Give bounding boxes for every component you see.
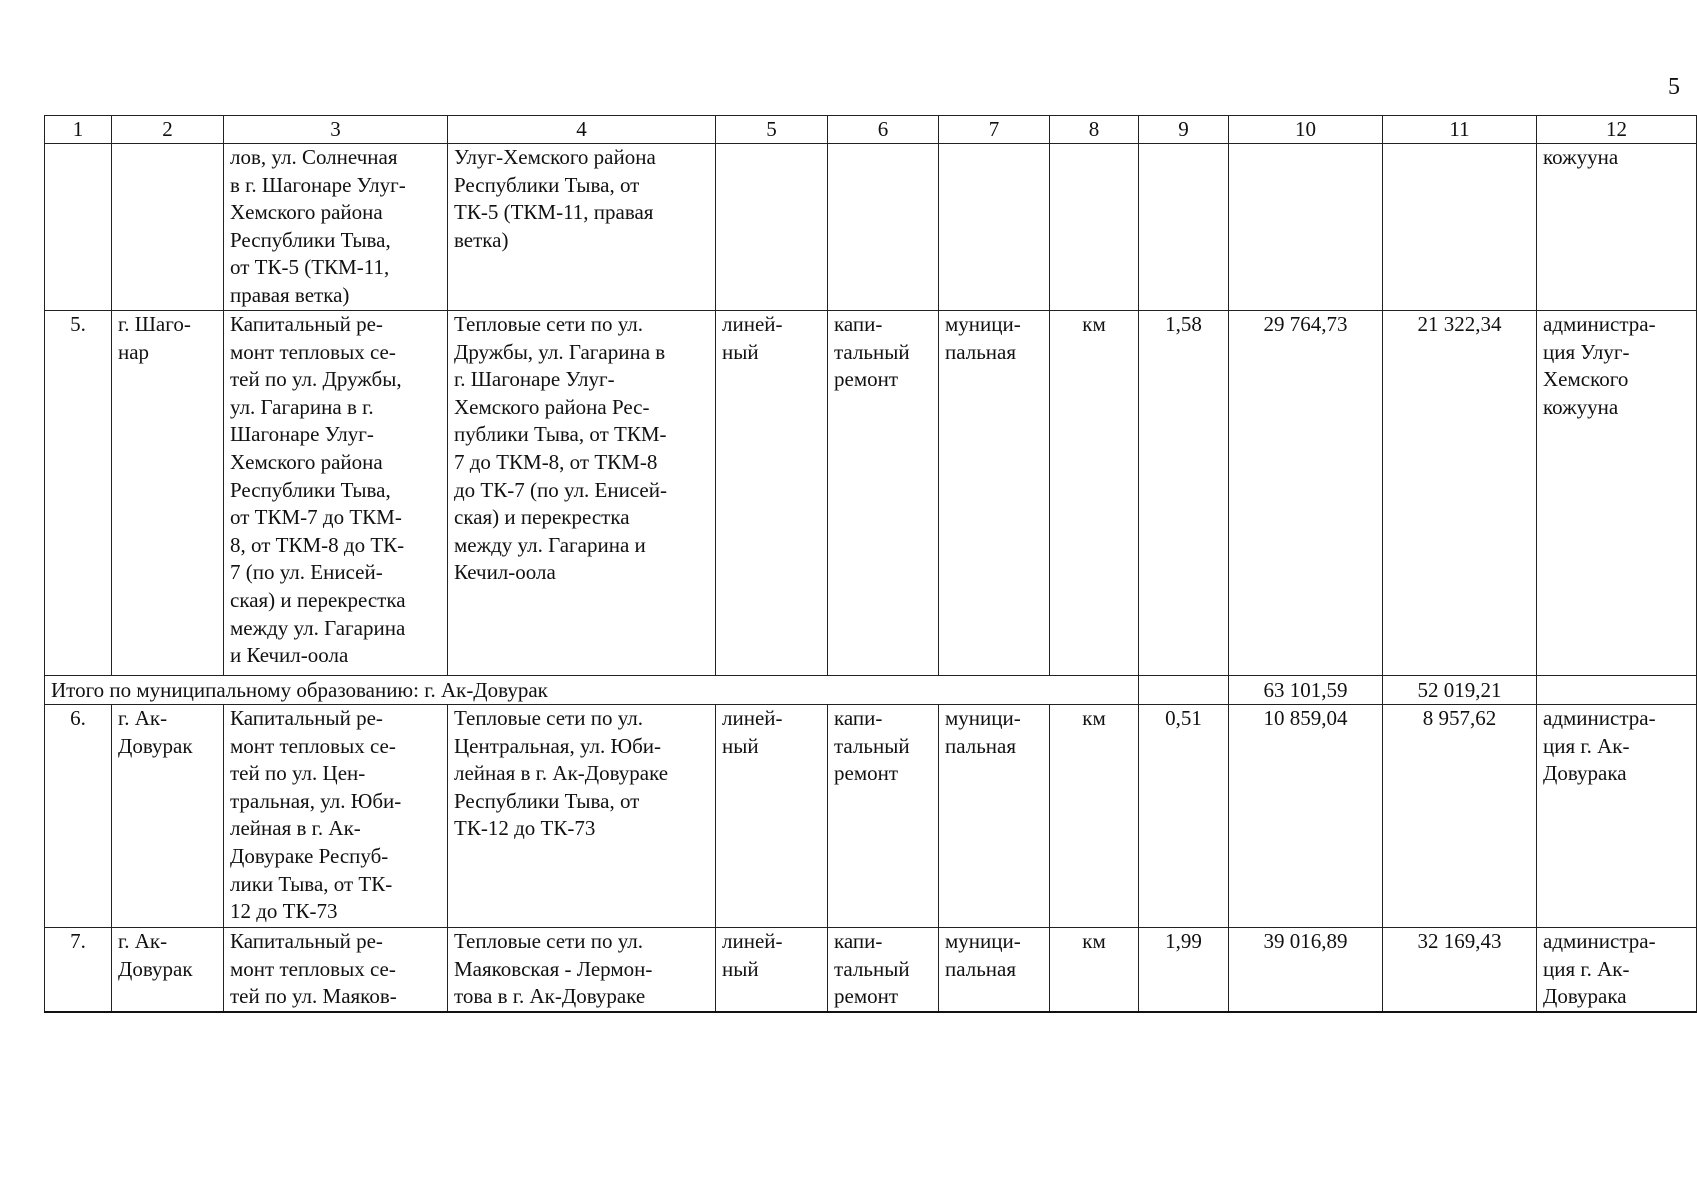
cell-object-name: Улуг-Хемского района Республики Тыва, от ТК-5 (ТКМ-11, правая ветка) [448,144,716,311]
col-header-11: 11 [1383,116,1537,144]
subtotal-row [45,676,1697,705]
cell-work-type: капи- тальный ремонт [828,928,939,1012]
cell-unit: км [1050,928,1139,1012]
cell-unit [1050,144,1139,311]
cell-length [1139,144,1229,311]
program-table [44,115,1697,1013]
col-header-5: 5 [716,116,828,144]
subtotal-cost-fund: 52 019,21 [1383,676,1537,705]
cell-ownership [939,144,1050,311]
cell-length: 1,58 [1139,311,1229,676]
cell-object-type: линей- ный [716,311,828,676]
cell-municipality: г. Ак- Довурак [112,928,224,1012]
col-header-3: 3 [224,116,448,144]
cell-object-type: линей- ный [716,705,828,928]
cell-object-type: линей- ный [716,928,828,1012]
col-header-9: 9 [1139,116,1229,144]
cell-cost-total: 10 859,04 [1229,705,1383,928]
page-number: 5 [1668,74,1680,100]
subtotal-label: Итого по муниципальному образованию: г. Ак-Довурак [45,676,1139,705]
col-header-12: 12 [1537,116,1697,144]
cell-number: 5. [45,311,112,676]
cell-cost-fund: 8 957,62 [1383,705,1537,928]
cell-cost-fund [1383,144,1537,311]
cell-length: 0,51 [1139,705,1229,928]
col-header-2: 2 [112,116,224,144]
cell-cost-fund: 32 169,43 [1383,928,1537,1012]
col-header-1: 1 [45,116,112,144]
cell-project-name: Капитальный ре- монт тепловых се- тей по ул. Маяков- [224,928,448,1012]
cell-length: 1,99 [1139,928,1229,1012]
cell-cost-total: 29 764,73 [1229,311,1383,676]
table-row-7 [45,928,1697,1012]
cell-project-name: Капитальный ре- монт тепловых се- тей по ул. Дружбы, ул. Гагарина в г. Шагонаре Улуг- Хемского района Республики Тыва, от ТКМ-7 до ТКМ- 8, от ТКМ-8 до ТК- 7 (по ул. Енисей- ская) и перекрестка между ул. Гагарина и Кечил-оола [224,311,448,676]
table-row-5 [45,311,1697,676]
subtotal-cost-total: 63 101,59 [1229,676,1383,705]
table-row-continued [45,144,1697,311]
cell-work-type [828,144,939,311]
cell-municipality: г. Ак- Довурак [112,705,224,928]
table-row-6 [45,705,1697,928]
cell-object-type [716,144,828,311]
cell-cost-total: 39 016,89 [1229,928,1383,1012]
column-number-header [45,116,1697,144]
cell-object-name: Тепловые сети по ул. Маяковская - Лермон- това в г. Ак-Довураке [448,928,716,1012]
col-header-8: 8 [1050,116,1139,144]
cell-responsible: администра- ция г. Ак- Довурака [1537,705,1697,928]
cell-work-type: капи- тальный ремонт [828,311,939,676]
cell-object-name: Тепловые сети по ул. Центральная, ул. Юби- лейная в г. Ак-Довураке Республики Тыва, от ТК-12 до ТК-73 [448,705,716,928]
cell-work-type: капи- тальный ремонт [828,705,939,928]
cell-cost-total [1229,144,1383,311]
cell-ownership: муници- пальная [939,705,1050,928]
cell-municipality [112,144,224,311]
cell-number [45,144,112,311]
cell-responsible: кожууна [1537,144,1697,311]
col-header-6: 6 [828,116,939,144]
cell-project-name: лов, ул. Солнечная в г. Шагонаре Улуг- Хемского района Республики Тыва, от ТК-5 (ТКМ-11, правая ветка) [224,144,448,311]
cell-ownership: муници- пальная [939,928,1050,1012]
cell-responsible: администра- ция г. Ак- Довурака [1537,928,1697,1012]
col-header-4: 4 [448,116,716,144]
cell-unit: км [1050,311,1139,676]
col-header-7: 7 [939,116,1050,144]
cell-ownership: муници- пальная [939,311,1050,676]
cell-responsible: администра- ция Улуг- Хемского кожууна [1537,311,1697,676]
subtotal-empty-9 [1139,676,1229,705]
cell-object-name: Тепловые сети по ул. Дружбы, ул. Гагарина в г. Шагонаре Улуг- Хемского района Рес- публики Тыва, от ТКМ- 7 до ТКМ-8, от ТКМ-8 до ТК-7 (по ул. Енисей- ская) и перекрестка между ул. Гагарина и Кечил-оола [448,311,716,676]
cell-number: 7. [45,928,112,1012]
col-header-10: 10 [1229,116,1383,144]
cell-number: 6. [45,705,112,928]
cell-cost-fund: 21 322,34 [1383,311,1537,676]
cell-municipality: г. Шаго- нар [112,311,224,676]
cell-unit: км [1050,705,1139,928]
subtotal-empty-12 [1537,676,1697,705]
cell-project-name: Капитальный ре- монт тепловых се- тей по ул. Цен- тральная, ул. Юби- лейная в г. Ак- Довураке Респуб- лики Тыва, от ТК- 12 до ТК-73 [224,705,448,928]
